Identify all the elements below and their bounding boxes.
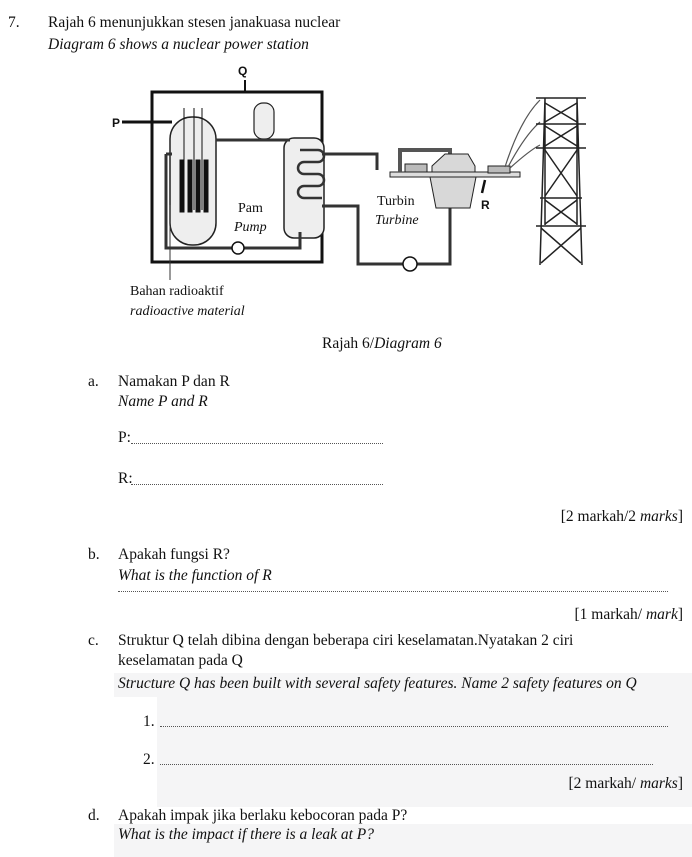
part-b-text-en: What is the function of R [118, 567, 272, 584]
turbine-generator [430, 154, 476, 208]
part-d-letter: d. [88, 807, 100, 824]
answer-c2-line[interactable] [160, 764, 653, 765]
part-a-text-ms: Namakan P dan R [118, 373, 230, 390]
label-pump-en: Pump [234, 220, 267, 235]
part-a-marks [561, 508, 683, 526]
question-number: 7. [8, 14, 20, 31]
caption-ms: Rajah 6/ [322, 335, 375, 352]
marks-en: mark [645, 606, 678, 623]
question-stem-ms: Rajah 6 menunjukkan stesen janakuasa nuclear [48, 14, 341, 31]
part-d-text-ms: Apakah impak jika berlaku kebocoran pada P? [118, 807, 408, 824]
steam-generator [284, 138, 324, 238]
diagram-caption [322, 335, 442, 353]
answer-1-label: 1. [143, 713, 155, 730]
transmission-tower-icon [536, 98, 586, 265]
label-material-ms: Bahan radioaktif [130, 284, 224, 299]
marks-en: marks [639, 508, 678, 525]
secondary-pump-icon [403, 257, 417, 271]
label-material-en: radioactive material [130, 304, 245, 319]
caption-en: Diagram 6 [374, 335, 442, 352]
label-p: P [112, 116, 121, 130]
part-b-marks [575, 606, 683, 624]
label-pump-ms: Pam [238, 201, 263, 216]
part-b-letter: b. [88, 546, 100, 563]
primary-pump-icon [232, 242, 244, 254]
part-c-text-ms-1: Struktur Q telah dibina dengan beberapa ciri keselamatan.Nyatakan 2 ciri [118, 632, 574, 649]
marks-ms: [2 markah/2 [560, 508, 640, 525]
marks-ms: [2 markah/ [568, 775, 640, 792]
marks-end: ] [677, 508, 683, 525]
answer-r-label: R: [118, 470, 133, 487]
part-d-text-en: What is the impact if there is a leak at P? [118, 826, 374, 843]
answer-p-line[interactable] [131, 443, 383, 444]
part-c-text-ms-2: keselamatan pada Q [118, 652, 243, 669]
pressuriser [254, 103, 274, 139]
part-a-letter: a. [88, 373, 99, 390]
marks-en: marks [639, 775, 678, 792]
label-turbine-ms: Turbin [377, 194, 415, 209]
label-q: Q [238, 64, 248, 78]
answer-2-label: 2. [143, 751, 155, 768]
part-c-marks [568, 775, 683, 793]
answer-c1-line[interactable] [160, 726, 668, 727]
part-a-text-en: Name P and R [118, 393, 208, 410]
answer-b-line[interactable] [118, 591, 668, 592]
marks-end: ] [677, 606, 683, 623]
label-turbine-en: Turbine [375, 213, 419, 228]
part-b-text-ms: Apakah fungsi R? [118, 546, 230, 563]
reactor-vessel [170, 117, 216, 245]
label-r: R [481, 198, 490, 212]
nuclear-power-station-diagram [0, 0, 692, 330]
answer-r-line[interactable] [131, 484, 383, 485]
answer-p-label: P: [118, 429, 131, 446]
marks-ms: [1 markah/ [574, 606, 646, 623]
question-stem-en: Diagram 6 shows a nuclear power station [48, 36, 309, 53]
part-c-letter: c. [88, 632, 99, 649]
marks-end: ] [677, 775, 683, 792]
part-c-text-en: Structure Q has been built with several safety features. Name 2 safety features on Q [118, 675, 637, 692]
